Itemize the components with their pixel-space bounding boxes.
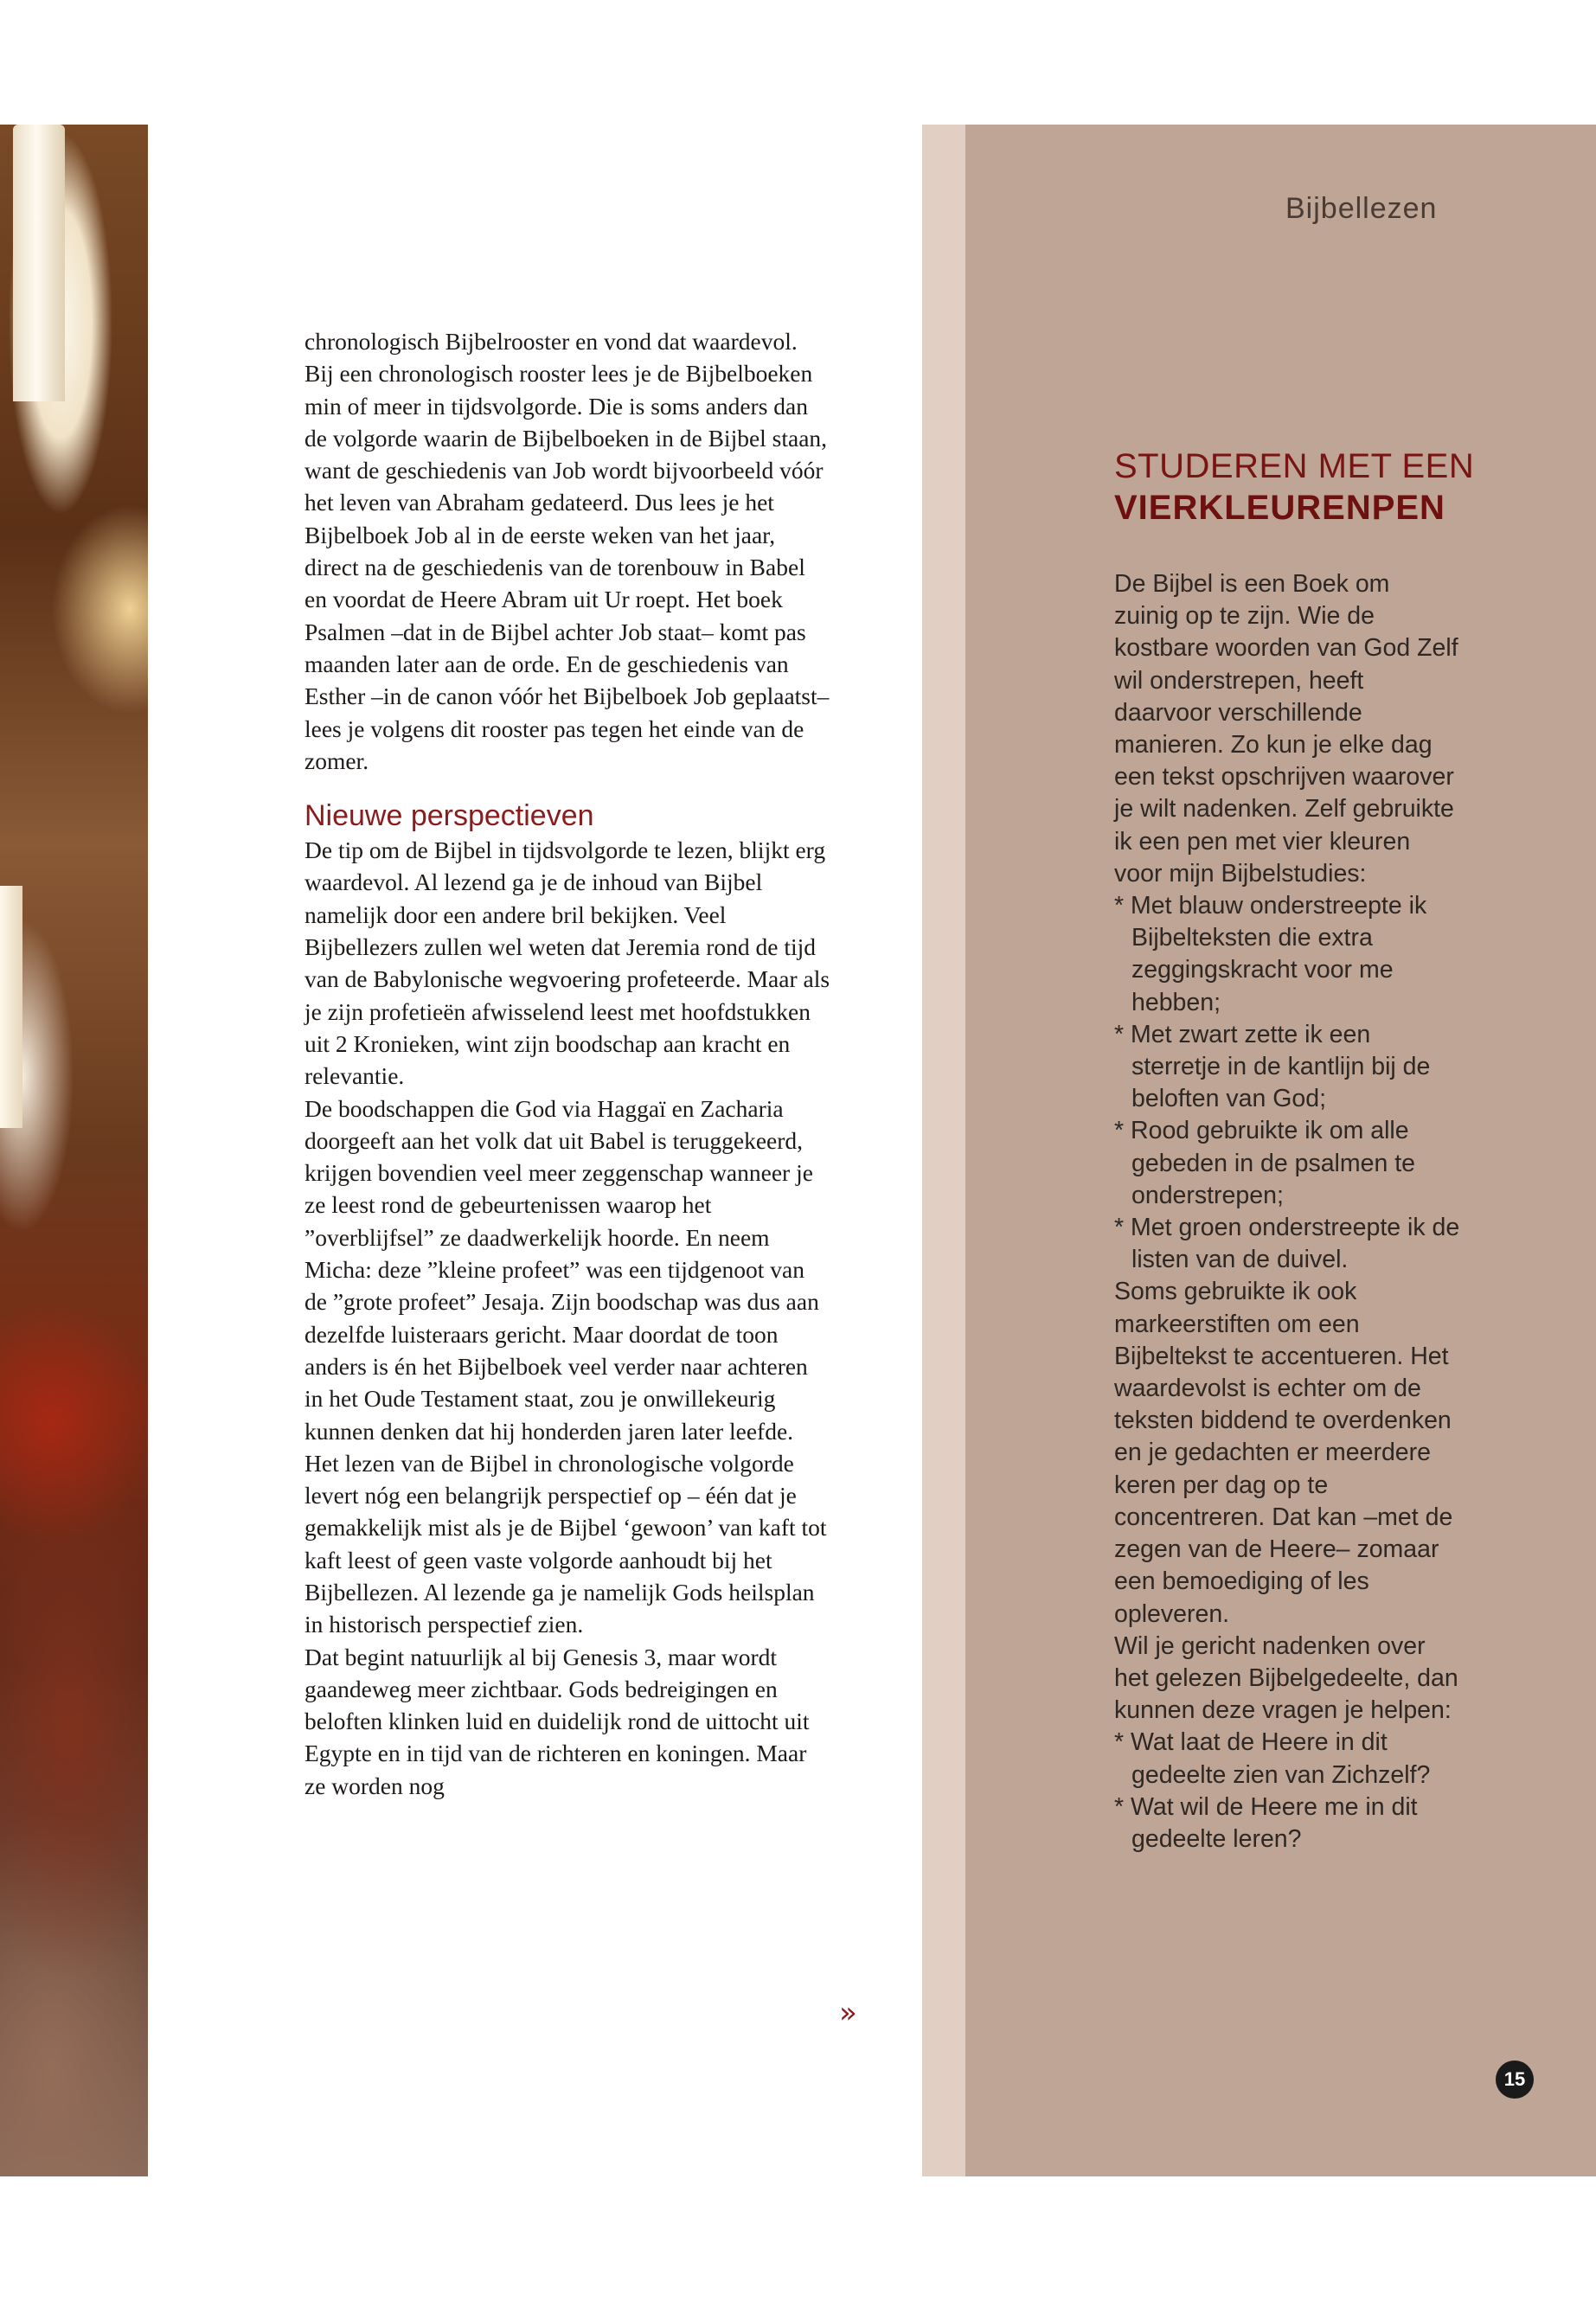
- sidebar-intro: De Bijbel is een Boek om zuinig op te zijn. Wie de kostbare woorden van God Zelf wil onderstrepen, heeft daarvoor verschillende manieren. Zo kun je elke dag een tekst opschrijven waarover je wilt nadenken. Zelf gebruikte ik een pen met vier kleuren voor mijn Bijbelstudies:: [1114, 570, 1458, 888]
- continue-arrow-icon: »: [839, 1996, 857, 2030]
- main-article: [304, 325, 832, 1802]
- paragraph: Het lezen van de Bijbel in chronologische volgorde levert nóg een belangrijk perspectief op – één dat je gemakkelijk mist als je de Bijbel ‘gewoon’ van kaft tot kaft leest of geen vaste volgorde aanhoudt bij het Bijbellezen. Al lezende ga je namelijk Gods heilsplan in historisch perspectief zien.: [304, 1449, 827, 1638]
- list-item: * Wat laat de Heere in dit gedeelte zien van Zichzelf?: [1114, 1727, 1460, 1791]
- section-label: Bijbellezen: [1285, 192, 1438, 225]
- sidebar-title: [1114, 445, 1547, 529]
- paragraph: De boodschappen die God via Haggaï en Zacharia doorgeeft aan het volk dat uit Babel is teruggekeerd, krijgen bovendien veel meer zeggenschap wanneer je ze leest rond de gebeurtenissen waarop het ”overblijfsel” ze daadwerkelijk hoorde. En neem Micha: deze ”kleine profeet” was een tijdgenoot van de ”grote profeet” Jesaja. Zijn boodschap was dus aan dezelfde luisteraars gericht. Maar doordat de toon anders is én het Bijbelboek veel verder naar achteren in het Oude Testament staat, zou je onwillekeurig kunnen denken dat hij honderden jaren later leefde.: [304, 1094, 819, 1445]
- paragraph: De tip om de Bijbel in tijdsvolgorde te lezen, blijkt erg waardevol. Al lezend ga je de inhoud van Bijbel namelijk door een andere bril bekijken. Veel Bijbellezers zullen wel weten dat Jeremia rond de tijd van de Babylonische wegvoering profeteerde. Maar als je zijn profetieën afwisselend leest met hoofdstukken uit 2 Kronieken, wint zijn boodschap aan kracht en relevantie.: [304, 836, 830, 1090]
- candle-image: [0, 886, 22, 1128]
- sidebar-title-line1: STUDEREN MET EEN: [1114, 447, 1475, 485]
- paragraph: chronologisch Bijbelrooster en vond dat waardevol.: [304, 328, 798, 355]
- pen-colors-list: [1114, 890, 1460, 1276]
- sidebar-body: [1114, 568, 1460, 1856]
- list-item: * Met groen onderstreepte ik de listen van de duivel.: [1114, 1212, 1460, 1276]
- candle-image: [13, 125, 65, 401]
- sidebar-question-intro: Wil je gericht nadenken over het gelezen Bijbelgedeelte, dan kunnen deze vragen je helpen:: [1114, 1631, 1458, 1725]
- list-item: * Wat wil de Heere me in dit gedeelte leren?: [1114, 1791, 1460, 1856]
- page-number: 15: [1496, 2061, 1534, 2099]
- list-item: * Rood gebruikte ik om alle gebeden in de psalmen te onderstrepen;: [1114, 1115, 1460, 1212]
- paragraph: Dat begint natuurlijk al bij Genesis 3, maar wordt gaandeweg meer zichtbaar. Gods bedreigingen en beloften klinken luid en duidelijk rond de uittocht uit Egypte en in tijd van de richteren en koningen. Maar ze worden nog: [304, 1643, 810, 1799]
- list-item: * Met blauw onderstreepte ik Bijbelteksten die extra zeggingskracht voor me hebben;: [1114, 890, 1460, 1019]
- questions-list: [1114, 1727, 1460, 1856]
- sidebar-title-line2: VIERKLEURENPEN: [1114, 489, 1445, 527]
- sidebar-stripe: [922, 125, 965, 2176]
- paragraph: Bij een chronologisch rooster lees je de Bijbelboeken min of meer in tijdsvolgorde. Die is soms anders dan de volgorde waarin de Bijbelboeken in de Bijbel staan, want de geschiedenis van Job wordt bijvoorbeeld vóór het leven van Abraham gedateerd. Dus lees je het Bijbelboek Job al in de eerste weken van het jaar, direct na de geschiedenis van de torenbouw in Babel en voordat de Heere Abram uit Ur roept. Het boek Psalmen –dat in de Bijbel achter Job staat– komt pas maanden later aan de orde. En de geschiedenis van Esther –in de canon vóór het Bijbelboek Job geplaatst– lees je volgens dit rooster pas tegen het einde van de zomer.: [304, 360, 830, 774]
- sidebar-middle: Soms gebruikte ik ook markeerstiften om een Bijbeltekst te accentueren. Het waardevolst is echter om de teksten biddend te overdenken en je gedachten er meerdere keren per dag op te concentreren. Dat kan –met de zegen van de Heere– zomaar een bemoediging of les opleveren.: [1114, 1278, 1453, 1628]
- decorative-photo-candles: [0, 125, 148, 2176]
- list-item: * Met zwart zette ik een sterretje in de kantlijn bij de beloften van God;: [1114, 1019, 1460, 1116]
- subheading: Nieuwe perspectieven: [304, 799, 594, 833]
